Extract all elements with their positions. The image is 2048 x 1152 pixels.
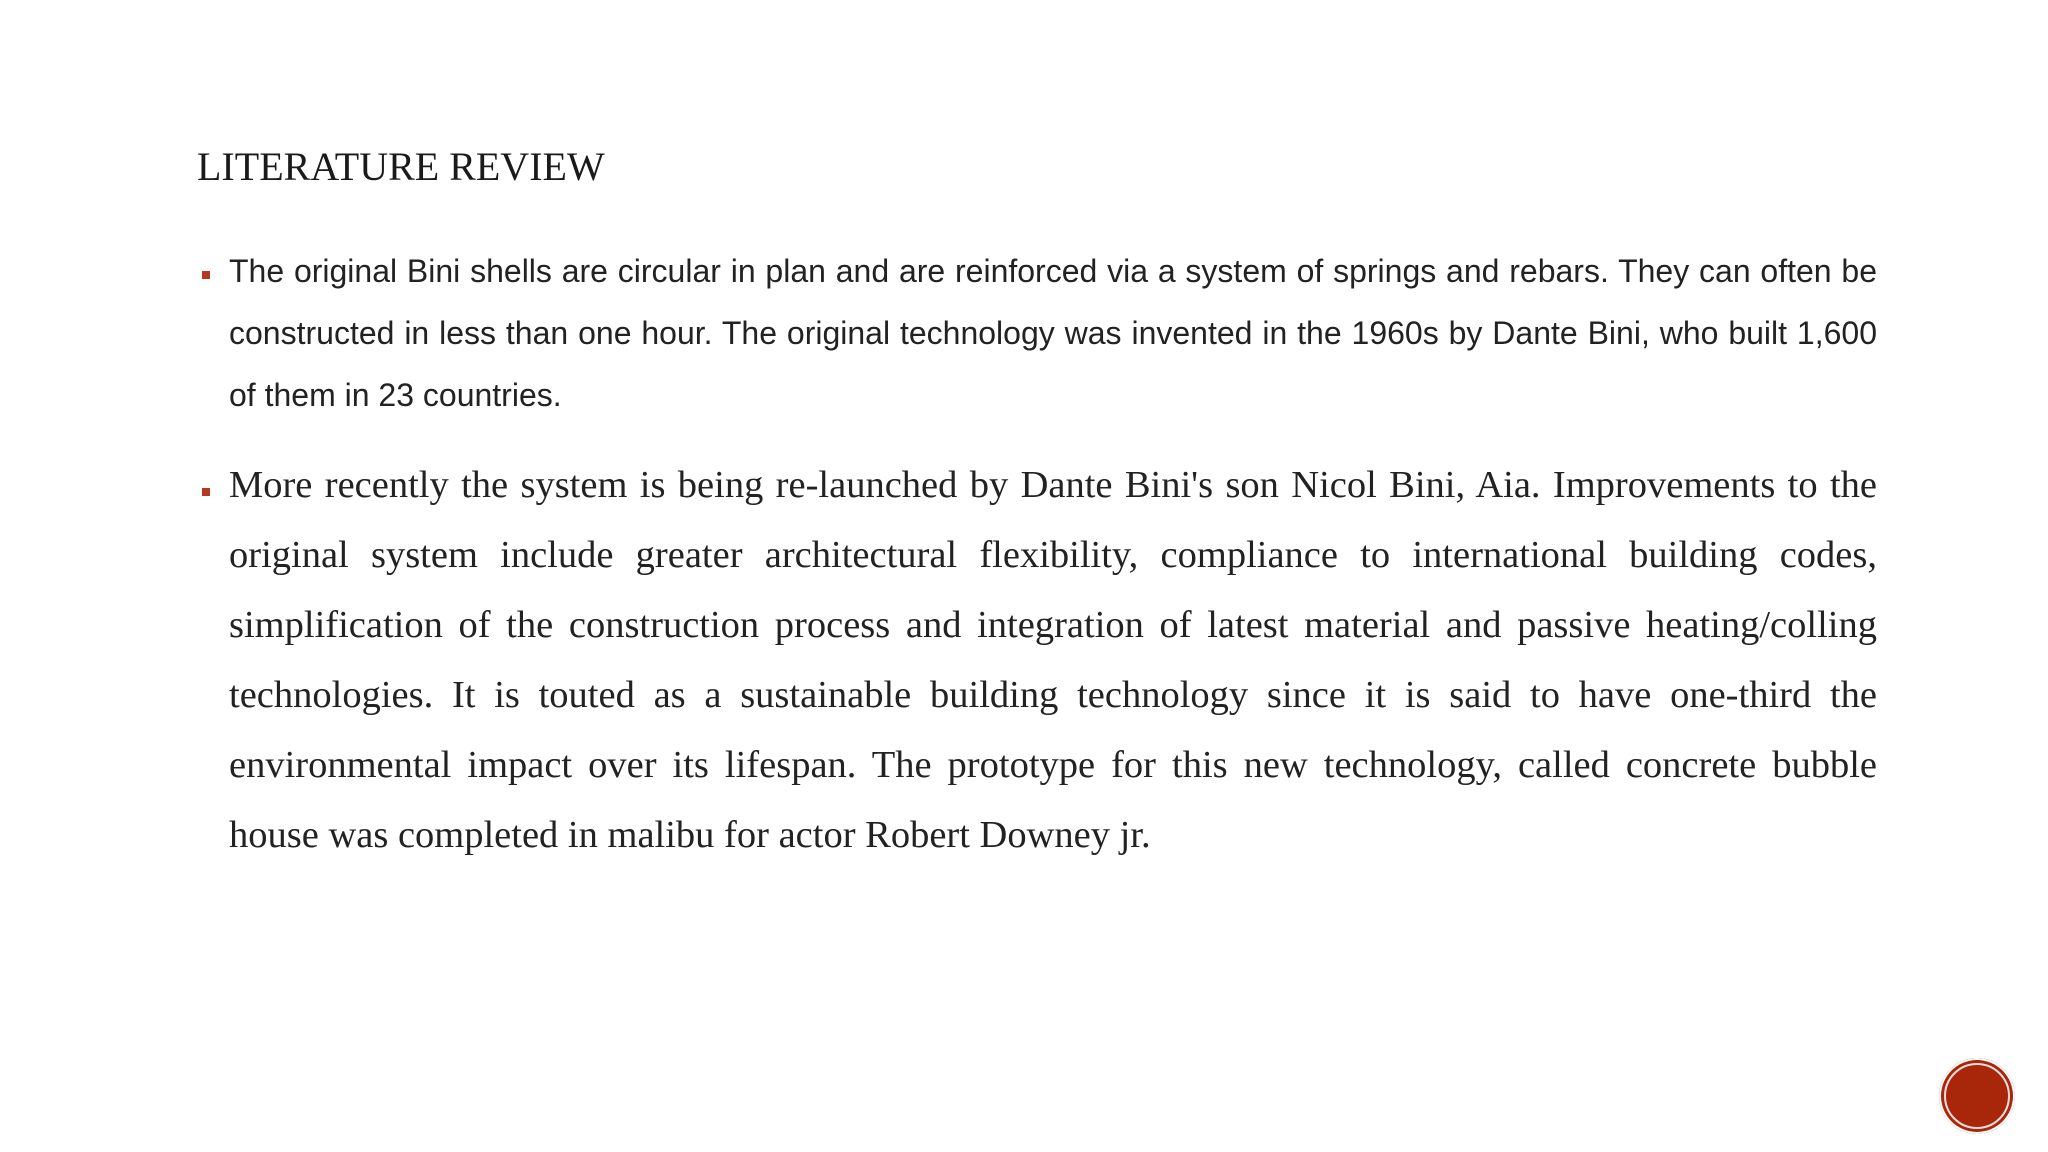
slide-title: LITERATURE REVIEW (197, 144, 605, 189)
bullet-text-2: More recently the system is being re-launched by Dante Bini's son Nicol Bini, Aia. Improvements to the original system include greater architectural flexibility, compliance to international building codes, simplification of the construction process and integration of latest material and passive heating/colling technologies. It is touted as a sustainable building technology since it is said to have one-third the environmental impact over its lifespan. The prototype for this new technology, called concrete bubble house was completed in malibu for actor Robert Downey jr. (229, 464, 1877, 856)
bullet-list (197, 240, 1877, 870)
page-number-badge (1939, 1058, 2015, 1134)
bullet-item-1 (197, 240, 1877, 426)
square-bullet-icon (202, 271, 210, 279)
square-bullet-icon (202, 488, 210, 496)
bullet-item-2 (197, 450, 1877, 870)
bullet-text-1: The original Bini shells are circular in plan and are reinforced via a system of springs and rebars. They can often be constructed in less than one hour. The original technology was invented in the 1960s by Dante Bini, who built 1,600 of them in 23 countries. (229, 253, 1877, 413)
